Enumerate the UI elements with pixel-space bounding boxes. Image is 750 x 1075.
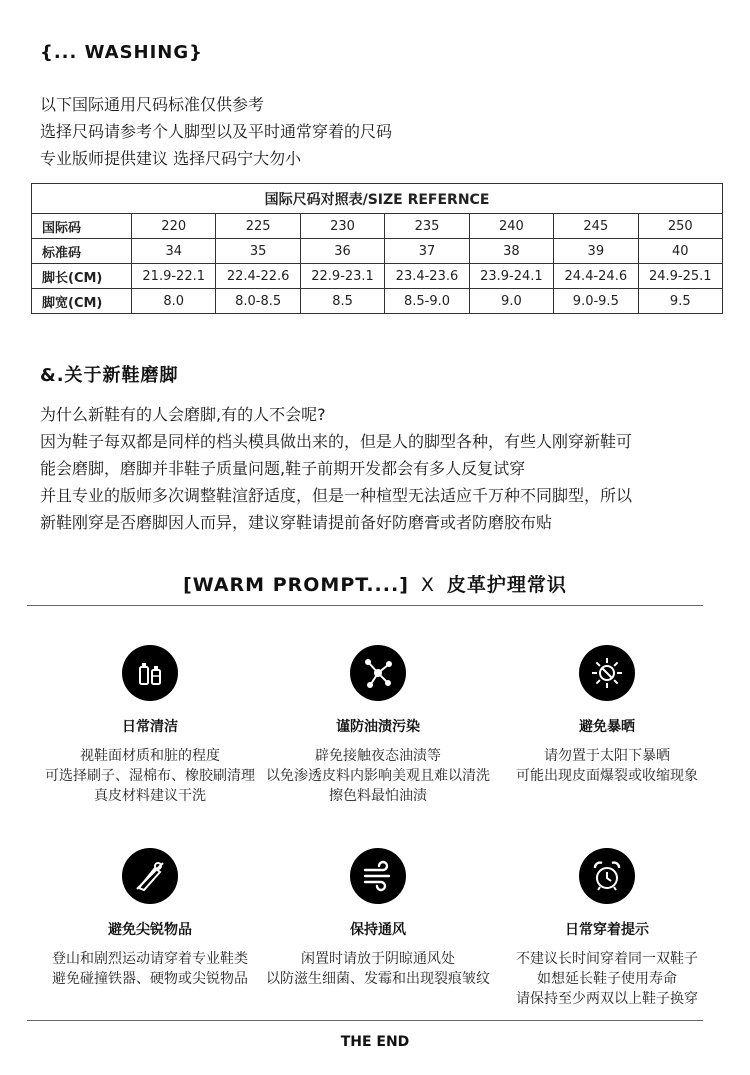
size-reference-table <box>31 183 723 314</box>
new-shoes-line: 能会磨脚，磨脚并非鞋子质量问题,鞋子前期开发都会有多人反复试穿 <box>40 459 526 478</box>
table-cell: 240 <box>469 214 553 239</box>
care-title: 谨防油渍污染 <box>336 719 420 735</box>
leather-care-label: 皮革护理常识 <box>446 574 567 596</box>
row-label: 标准码 <box>32 239 132 264</box>
oil-stain-icon <box>350 645 406 701</box>
care-line: 辟免接触夜态油渍等 <box>315 748 441 764</box>
care-description <box>25 746 275 806</box>
table-cell: 37 <box>385 239 469 264</box>
alarm-clock-icon <box>579 848 635 904</box>
care-line: 闲置时请放于阴晾通风处 <box>301 951 455 967</box>
care-description <box>482 949 732 1009</box>
new-shoes-text <box>40 401 632 536</box>
care-title: 日常清洁 <box>122 719 178 735</box>
table-cell: 36 <box>300 239 384 264</box>
sun-icon <box>579 645 635 701</box>
care-description <box>25 949 275 989</box>
table-cell: 22.4-22.6 <box>216 264 300 289</box>
table-cell: 245 <box>554 214 638 239</box>
table-cell: 9.0 <box>469 289 553 314</box>
table-cell: 35 <box>216 239 300 264</box>
care-line: 登山和剧烈运动请穿着专业鞋类 <box>52 951 248 967</box>
table-cell: 250 <box>638 214 722 239</box>
divider <box>27 1020 703 1021</box>
row-label: 脚宽(CM) <box>32 289 132 314</box>
cleaning-bottles-icon <box>122 645 178 701</box>
wind-icon <box>350 848 406 904</box>
table-cell: 220 <box>132 214 216 239</box>
divider <box>27 605 703 606</box>
new-shoes-line: 并且专业的版师多次调整鞋渲舒适度，但是一种楦型无法适应千万种不同脚型，所以 <box>40 486 633 505</box>
separator: X <box>420 574 435 596</box>
care-line: 视鞋面材质和脏的程度 <box>80 748 220 764</box>
table-cell: 8.0-8.5 <box>216 289 300 314</box>
new-shoes-heading: &.关于新鞋磨脚 <box>40 365 179 386</box>
table-cell: 24.9-25.1 <box>638 264 722 289</box>
washing-line: 选择尺码请参考个人脚型以及平时通常穿着的尺码 <box>40 122 393 141</box>
new-shoes-line: 因为鞋子每双都是同样的档头模具做出来的，但是人的脚型各种，有些人刚穿新鞋可 <box>40 432 633 451</box>
table-caption: 国际尺码对照表/SIZE REFERNCE <box>32 184 723 214</box>
care-item <box>25 645 275 806</box>
warm-prompt-label: [WARM PROMPT....] <box>183 574 409 596</box>
warm-prompt-heading <box>0 570 750 597</box>
care-description <box>253 746 503 806</box>
care-line: 擦色料最怕油渍 <box>329 788 427 804</box>
care-line: 以免渗透皮料内影响美观且难以清洗 <box>266 768 490 784</box>
care-line: 如想延长鞋子使用寿命 <box>537 971 677 987</box>
care-line: 请保持至少两双以上鞋子换穿 <box>516 991 698 1007</box>
care-item <box>482 645 732 786</box>
washing-text <box>40 91 392 172</box>
care-item <box>482 848 732 1009</box>
care-title: 避免尖锐物品 <box>108 922 192 938</box>
washing-line: 专业版师提供建议 选择尺码宁大勿小 <box>40 149 302 168</box>
table-row <box>32 289 723 314</box>
table-cell: 24.4-24.6 <box>554 264 638 289</box>
care-line: 可选择刷子、湿棉布、橡胶刷清理 <box>45 768 255 784</box>
washing-line: 以下国际通用尺码标准仅供参考 <box>40 95 265 114</box>
table-cell: 22.9-23.1 <box>300 264 384 289</box>
sharp-object-icon <box>122 848 178 904</box>
care-item <box>25 848 275 989</box>
care-description <box>482 746 732 786</box>
table-cell: 38 <box>469 239 553 264</box>
table-cell: 23.9-24.1 <box>469 264 553 289</box>
table-cell: 9.0-9.5 <box>554 289 638 314</box>
table-row <box>32 264 723 289</box>
care-line: 避免碰撞铁器、硬物或尖锐物品 <box>52 971 248 987</box>
care-title: 保持通风 <box>350 922 406 938</box>
care-line: 以防滋生细菌、发霉和出现裂痕皱纹 <box>266 971 490 987</box>
new-shoes-line: 为什么新鞋有的人会磨脚,有的人不会呢? <box>40 405 326 424</box>
table-row <box>32 214 723 239</box>
table-cell: 230 <box>300 214 384 239</box>
table-cell: 8.5 <box>300 289 384 314</box>
table-cell: 40 <box>638 239 722 264</box>
care-item <box>253 645 503 806</box>
table-cell: 9.5 <box>638 289 722 314</box>
care-line: 可能出现皮面爆裂或收缩现象 <box>516 768 698 784</box>
care-title: 避免暴晒 <box>579 719 635 735</box>
care-description <box>253 949 503 989</box>
table-cell: 235 <box>385 214 469 239</box>
care-item <box>253 848 503 989</box>
table-cell: 21.9-22.1 <box>132 264 216 289</box>
table-cell: 39 <box>554 239 638 264</box>
table-row <box>32 239 723 264</box>
table-cell: 8.0 <box>132 289 216 314</box>
care-line: 不建议长时间穿着同一双鞋子 <box>516 951 698 967</box>
the-end-label: THE END <box>340 1034 410 1050</box>
care-line: 真皮材料建议干洗 <box>94 788 206 804</box>
new-shoes-line: 新鞋刚穿是否磨脚因人而异，建议穿鞋请提前备好防磨膏或者防磨胶布贴 <box>40 513 553 532</box>
table-cell: 225 <box>216 214 300 239</box>
row-label: 脚长(CM) <box>32 264 132 289</box>
care-title: 日常穿着提示 <box>565 922 649 938</box>
washing-heading: {... WASHING} <box>40 42 203 63</box>
care-line: 请勿置于太阳下暴晒 <box>544 748 670 764</box>
row-label: 国际码 <box>32 214 132 239</box>
table-cell: 34 <box>132 239 216 264</box>
table-cell: 23.4-23.6 <box>385 264 469 289</box>
table-cell: 8.5-9.0 <box>385 289 469 314</box>
